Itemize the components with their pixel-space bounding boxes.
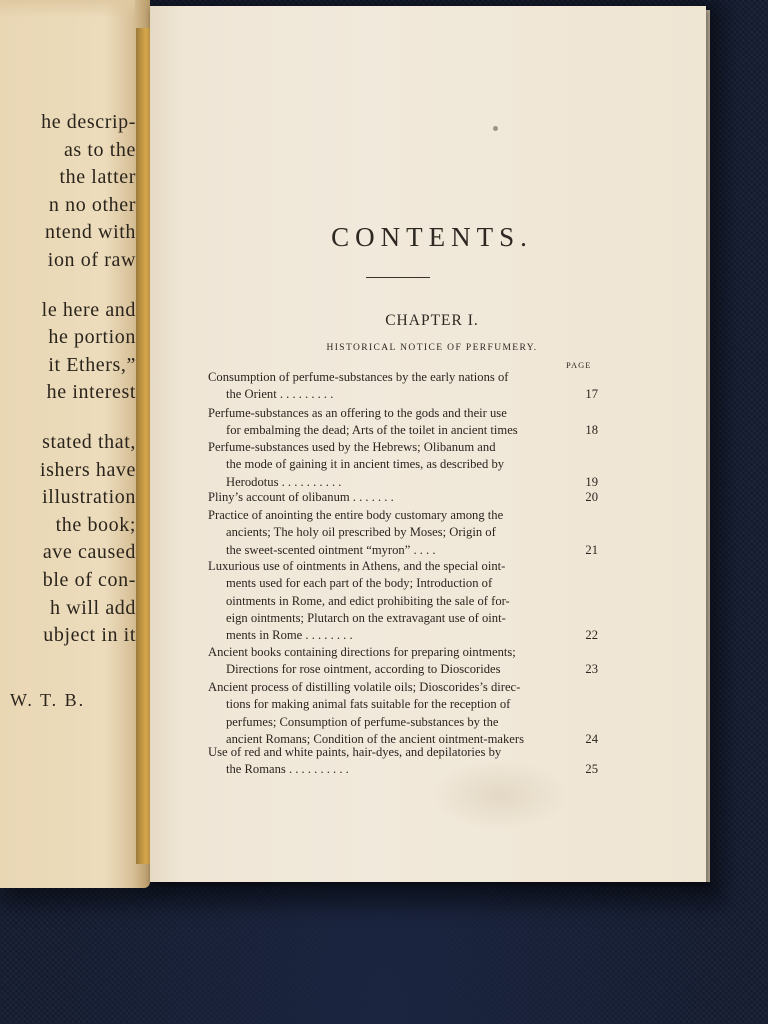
- left-line: ubject in it: [43, 624, 136, 647]
- toc-page-number: 25: [585, 762, 598, 777]
- toc-entry-line: the sweet-scented ointment “myron” . . . .: [226, 542, 436, 557]
- contents-title: CONTENTS.: [331, 222, 533, 252]
- toc-entry-line: Luxurious use of ointments in Athens, and the special oint-: [208, 559, 506, 573]
- toc-entry-line: ancient Romans; Condition of the ancient ointment-makers: [226, 731, 524, 746]
- left-line: it Ethers,”: [48, 353, 136, 376]
- toc-page-number: 23: [585, 662, 598, 677]
- toc-entry-line: Perfume-substances as an offering to the gods and their use: [208, 406, 507, 420]
- toc-page-number: 22: [585, 628, 598, 643]
- toc-entry-line: eign ointments; Plutarch on the extravagant use of oint-: [226, 610, 506, 625]
- toc-entry-line: ments used for each part of the body; Introduction of: [226, 576, 493, 591]
- toc-entry-line: ancients; The holy oil prescribed by Moses; Origin of: [226, 525, 496, 540]
- toc-page-number: 24: [585, 731, 598, 746]
- left-line: he descrip-: [41, 111, 136, 133]
- left-line: illustration: [42, 486, 136, 509]
- toc-page-number: 18: [585, 423, 598, 438]
- toc-entry-line: the mode of gaining it in ancient times, as described by: [226, 457, 505, 472]
- left-line: ntend with: [45, 221, 136, 244]
- toc-page-number: 21: [585, 542, 598, 557]
- toc-entry-line: Ancient process of distilling volatile oils; Dioscorides’s direc-: [208, 680, 521, 694]
- left-line: the latter: [59, 166, 136, 189]
- left-line: he interest: [46, 381, 136, 404]
- toc-entry-line: tions for making animal fats suitable for the reception of: [226, 697, 511, 712]
- left-line: n no other: [48, 193, 136, 216]
- page-column-label: PAGE: [566, 360, 592, 370]
- left-line: he portion: [48, 326, 136, 349]
- toc-entry-line: Herodotus . . . . . . . . . .: [226, 474, 342, 489]
- left-line: ble of con-: [42, 568, 136, 591]
- left-line: h will add: [50, 596, 136, 619]
- toc-page-number: 19: [585, 474, 598, 489]
- left-line: le here and: [41, 298, 136, 321]
- left-line: ishers have: [39, 458, 136, 481]
- left-line: as to the: [63, 138, 136, 161]
- toc-entry-line: the Orient . . . . . . . . .: [226, 387, 334, 402]
- left-line: the book;: [55, 513, 136, 536]
- toc-entry-line: Perfume-substances used by the Hebrews; Olibanum and: [208, 440, 496, 454]
- toc-page-number: 17: [585, 387, 598, 402]
- left-line: stated that,: [42, 430, 136, 453]
- toc-entry-line: the Romans . . . . . . . . . .: [226, 762, 349, 777]
- toc-entry-line: Directions for rose ointment, according to Dioscorides: [226, 662, 501, 677]
- toc-entry-line: perfumes; Consumption of perfume-substances by the: [226, 714, 499, 729]
- toc-entry-line: ointments in Rome, and edict prohibiting the sale of for-: [226, 593, 510, 608]
- toc-entry-line: Pliny’s account of olibanum . . . . . . .: [208, 490, 394, 504]
- left-line: ave caused: [42, 541, 136, 564]
- toc-entry-line: Ancient books containing directions for preparing ointments;: [208, 645, 516, 659]
- signature-initials: W. T. B.: [10, 690, 86, 710]
- chapter-heading: CHAPTER I.: [385, 312, 479, 329]
- left-line: ion of raw: [47, 248, 136, 271]
- toc-entry-line: Use of red and white paints, hair-dyes, and depilatories by: [208, 745, 502, 759]
- toc-entry-line: for embalming the dead; Arts of the toilet in ancient times: [226, 423, 518, 438]
- toc-entry-line: Consumption of perfume-substances by the early nations of: [208, 370, 509, 384]
- toc-entry-line: ments in Rome . . . . . . . .: [226, 628, 353, 643]
- toc-page-number: 20: [585, 490, 598, 504]
- toc-entry-line: Practice of anointing the entire body customary among the: [208, 508, 504, 522]
- chapter-subtitle: HISTORICAL NOTICE OF PERFUMERY.: [326, 343, 538, 353]
